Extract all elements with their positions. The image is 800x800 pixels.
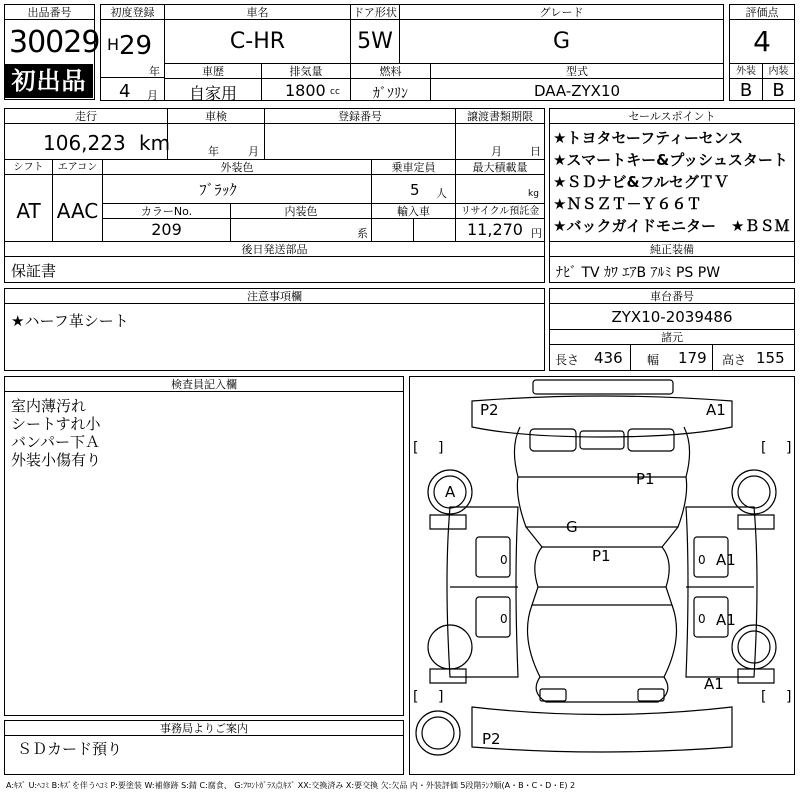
- diagram-bracket-2: ]: [438, 440, 444, 456]
- aircon-value: AAC: [56, 199, 99, 223]
- mark-right-rear-quarter: A1: [704, 675, 724, 693]
- door-label: ドア形状: [351, 5, 399, 20]
- inspector-note-2: シートすれ小: [11, 415, 101, 433]
- diagram-bracket-5: [: [413, 689, 419, 705]
- first-listing-badge: 初出品: [5, 64, 93, 98]
- car-name-label: 車名: [165, 5, 350, 20]
- diagram-bracket-6: ]: [438, 689, 444, 705]
- sale-point-3: ★ＳＤナビ&フルセグＴＶ: [553, 173, 729, 191]
- first-reg-year: 29: [119, 31, 153, 61]
- sale-point-1: ★トヨタセーフティーセンス: [553, 129, 744, 147]
- color-no-label: カラーNo.: [103, 204, 230, 219]
- first-reg-label: 初度登録: [101, 5, 164, 20]
- grade-label: グレード: [400, 5, 723, 20]
- exterior-label: 外装: [730, 64, 762, 79]
- mileage-label: 走行: [5, 109, 167, 124]
- mark-right-rear-door-0: 0: [698, 612, 706, 626]
- recycle-label: リサイクル預託金: [456, 204, 544, 219]
- recycle-unit: 円: [531, 227, 542, 240]
- exterior-grade: B: [739, 80, 753, 101]
- rating-value: 4: [753, 25, 771, 58]
- length-label: 長さ: [555, 353, 580, 367]
- chassis-box: [549, 288, 795, 371]
- inspection-year-unit: 年: [208, 145, 219, 158]
- mark-roof: P1: [592, 547, 611, 565]
- capacity-unit: 人: [436, 187, 447, 200]
- capacity-label: 乗車定員: [372, 160, 455, 175]
- mark-windshield: G: [566, 518, 578, 536]
- door-value: 5W: [357, 29, 393, 54]
- displacement-unit: cc: [330, 87, 340, 97]
- int-color-label: 内装色: [231, 204, 371, 219]
- interior-label: 内装: [763, 64, 794, 79]
- lot-number: 30029: [9, 25, 100, 60]
- spec-table: [4, 108, 545, 283]
- mark-right-rear-door: A1: [716, 611, 736, 629]
- equipment-value: ﾅﾋﾞ TV ｶﾜ ｴｱB ｱﾙﾐ PS PW: [556, 265, 721, 281]
- mark-rear-bumper: P2: [482, 730, 501, 748]
- transfer-month-unit: 月: [491, 145, 502, 158]
- mark-front-left: P2: [480, 401, 499, 419]
- int-color-unit: 系: [357, 227, 368, 240]
- model-value: DAA-ZYX10: [533, 82, 621, 100]
- mark-right-front-door-0: 0: [698, 553, 706, 567]
- model-label: 型式: [431, 64, 723, 79]
- office-value: ＳＤカード預り: [17, 740, 123, 758]
- car-block: [164, 4, 724, 101]
- inspection-label: 車検: [168, 109, 264, 124]
- dims-label: 諸元: [550, 330, 794, 345]
- chassis-label: 車台番号: [550, 289, 794, 304]
- sale-point-2: ★スマートキー&プッシュスタート: [553, 151, 788, 169]
- rating-label: 評価点: [730, 5, 794, 20]
- sale-point-5: ★バックガイドモニター ★ＢＳＭ: [553, 217, 790, 235]
- legend-text: A:ｷｽﾞ U:ﾍｺﾐ B:ｷｽﾞを伴うﾍｺﾐ P:要塗装 W:補修跡 S:錆 C:腐食、 G:ﾌﾛﾝﾄｶﾞﾗｽ点ｷｽﾞ XX:交換済み X:要交換 欠:欠品 内・外装評価 5段階ﾗﾝｸ順(A・B・C・D・E) 2: [6, 781, 576, 790]
- ext-color-value: ﾌﾞﾗｯｸ: [199, 181, 237, 199]
- diagram-bracket-8: ]: [786, 689, 792, 705]
- diagram-bracket-3: [: [761, 440, 767, 456]
- length-value: 436: [594, 349, 623, 367]
- color-no-value: 209: [151, 220, 182, 239]
- import-label: 輸入車: [372, 204, 455, 219]
- office-label: 事務局よりご案内: [5, 721, 403, 736]
- rating-box: [729, 4, 795, 101]
- transfer-day-unit: 日: [530, 145, 541, 158]
- mileage-unit: km: [139, 131, 171, 155]
- equipment-label: 純正装備: [550, 242, 794, 257]
- car-outline-diagram: [410, 377, 794, 774]
- mark-left-rear-door: 0: [500, 612, 508, 626]
- notes-value: ★ハーフ革シート: [11, 312, 129, 330]
- shift-value: AT: [16, 199, 41, 223]
- max-load-label: 最大積載量: [456, 160, 544, 175]
- first-reg-era: H: [107, 35, 120, 54]
- office-box: [4, 720, 404, 775]
- ext-color-label: 外装色: [103, 160, 371, 175]
- first-reg-month-unit: 月: [147, 89, 158, 102]
- displacement-value: 1800: [285, 81, 326, 100]
- grade-value: G: [552, 29, 571, 54]
- inspector-note-4: 外装小傷有り: [11, 451, 102, 469]
- max-load-unit: kg: [528, 189, 539, 199]
- reg-number-label: 登録番号: [265, 109, 455, 124]
- height-value: 155: [756, 349, 785, 367]
- damage-diagram: [409, 376, 795, 775]
- sale-points-label: セールスポイント: [550, 109, 794, 124]
- capacity-value: 5: [410, 181, 420, 199]
- inspector-label: 検査員記入欄: [5, 377, 403, 392]
- first-reg-box: [100, 4, 165, 101]
- history-value: 自家用: [188, 84, 237, 103]
- notes-label: 注意事項欄: [5, 289, 544, 304]
- first-reg-month: 4: [119, 81, 131, 102]
- car-name-value: C-HR: [229, 29, 286, 54]
- inspector-note-1: 室内薄汚れ: [11, 397, 87, 415]
- diagram-bracket-7: [: [761, 689, 767, 705]
- chassis-value: ZYX10-2039486: [611, 308, 733, 326]
- diagram-bracket-1: [: [413, 440, 419, 456]
- width-value: 179: [678, 349, 707, 367]
- interior-grade: B: [772, 80, 785, 101]
- mark-hood: P1: [636, 470, 655, 488]
- aircon-label: エアコン: [53, 160, 102, 175]
- later-parts-value: 保証書: [11, 262, 57, 280]
- sale-point-4: ★ＮＳＺＴ－Ｙ６６Ｔ: [553, 195, 702, 213]
- later-parts-label: 後日発送部品: [5, 242, 544, 257]
- mark-left-front-wheel: A: [445, 483, 456, 501]
- mark-left-front-door: 0: [500, 553, 508, 567]
- height-label: 高さ: [722, 353, 747, 367]
- inspector-box: [4, 376, 404, 716]
- recycle-value: 11,270: [467, 220, 523, 239]
- shift-label: シフト: [5, 160, 52, 175]
- transfer-label: 譲渡書類期限: [456, 109, 544, 124]
- mark-front-right: A1: [706, 401, 726, 419]
- inspector-note-3: バンパー下Ａ: [11, 433, 100, 451]
- mark-right-front-door: A1: [716, 551, 736, 569]
- inspection-month-unit: 月: [248, 145, 259, 158]
- first-reg-year-unit: 年: [149, 65, 160, 78]
- notes-box: [4, 288, 545, 371]
- fuel-value: ｶﾞｿﾘﾝ: [373, 86, 408, 102]
- lot-label: 出品番号: [5, 5, 94, 20]
- diagram-bracket-4: ]: [786, 440, 792, 456]
- displacement-label: 排気量: [262, 64, 350, 79]
- width-label: 幅: [647, 353, 660, 367]
- mileage-value: 106,223: [43, 131, 126, 155]
- history-label: 車歴: [165, 64, 261, 79]
- fuel-label: 燃料: [351, 64, 430, 79]
